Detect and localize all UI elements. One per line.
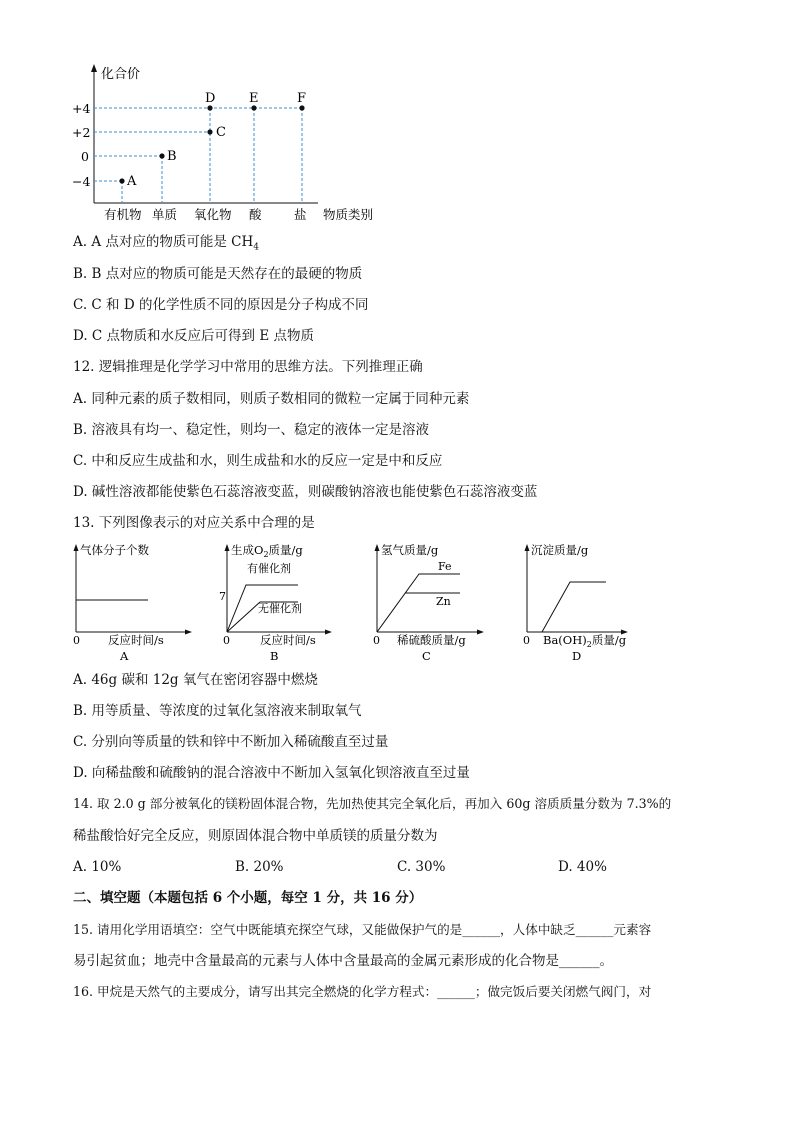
y-tick-plus4: +4 (72, 101, 91, 116)
q13-graph-a (70, 540, 200, 664)
graph-c-curve2-label: Zn (436, 595, 451, 608)
q13-option-b: B. 用等质量、等浓度的过氧化氢溶液来制取氧气 (73, 703, 362, 719)
point-d (207, 105, 212, 110)
q12-option-c: C. 中和反应生成盐和水，则生成盐和水的反应一定是中和反应 (73, 453, 443, 469)
q11-option-c: C. C 和 D 的化学性质不同的原因是分子构成不同 (73, 297, 369, 313)
q13-stem: 13. 下列图像表示的对应关系中合理的是 (73, 515, 315, 531)
x-cat-organic: 有机物 (104, 207, 142, 222)
q12-option-b: B. 溶液具有均一、稳定性，则均一、稳定的液体一定是溶液 (73, 422, 430, 438)
point-b (159, 153, 164, 158)
point-f-label: F (297, 91, 307, 106)
graph-b-origin: 0 (223, 634, 230, 647)
y-tick-minus4: −4 (72, 174, 91, 189)
q11-option-a: A. A 点对应的物质可能是 $CH_4$ (73, 234, 259, 253)
point-d-label: D (205, 91, 216, 106)
y-tick-plus2: +2 (72, 125, 91, 140)
graph-d-xlabel: $Ba(OH)_2$质量/g (543, 633, 627, 649)
graph-d-origin: 0 (523, 634, 530, 647)
q13-option-d: D. 向稀盐酸和硫酸钠的混合溶液中不断加入氢氧化钡溶液直至过量 (73, 765, 470, 781)
graph-d-letter: D (572, 649, 582, 663)
y-axis-arrow (91, 64, 97, 72)
graph-c-origin: 0 (373, 634, 380, 647)
graph-c-ylabel: 氢气质量/g (381, 543, 439, 557)
guide-lines (94, 108, 302, 203)
graph-a-origin: 0 (73, 634, 80, 647)
graph-b-ylabel: 生成$O_2$质量/g (231, 543, 303, 559)
graph-c-curve1-label: Fe (438, 560, 452, 573)
graph-c-xlabel: 稀硫酸质量/g (397, 633, 466, 647)
q12-stem: 12. 逻辑推理是化学学习中常用的思维方法。下列推理正确 (73, 359, 423, 375)
y-tick-zero: 0 (81, 149, 89, 164)
graph-b-ytick: 7 (219, 590, 226, 603)
valence-chart (70, 58, 390, 228)
graph-a-ylabel: 气体分子个数 (80, 543, 149, 557)
graph-a-xlabel: 反应时间/s (108, 633, 164, 647)
graph-d-curve (527, 582, 606, 632)
q13-option-c: C. 分别向等质量的铁和锌中不断加入稀硫酸直至过量 (73, 734, 389, 750)
q14-option-c: C. 30% (397, 859, 446, 875)
x-cat-element: 单质 (152, 207, 178, 222)
x-axis-label: 物质类别 (323, 207, 374, 222)
q16-line-1: 16. 甲烷是天然气的主要成分，请写出其完全燃烧的化学方程式：______；做完饭后要关闭燃气阀门，对 (73, 984, 652, 999)
point-e (251, 105, 256, 110)
x-cat-oxide: 氧化物 (194, 207, 232, 222)
point-b-label: B (167, 149, 177, 164)
graph-c-letter: C (422, 649, 431, 663)
y-axis-label: 化合价 (101, 67, 141, 82)
q13-option-a: A. 46g 碳和 12g 氧气在密闭容器中燃烧 (73, 672, 318, 688)
graph-b-xlabel: 反应时间/s (260, 633, 316, 647)
graph-a-letter: A (120, 649, 129, 663)
q12-option-a: A. 同种元素的质子数相同，则质子数相同的微粒一定属于同种元素 (73, 391, 470, 407)
graph-b-curve1-label: 有催化剂 (247, 562, 291, 575)
graph-d-ylabel: 沉淀质量/g (531, 543, 589, 557)
q13-graph-b (220, 540, 350, 664)
point-e-label: E (249, 91, 259, 106)
graph-b-curve2-label: 无催化剂 (258, 602, 302, 615)
q14-line-2: 稀盐酸恰好完全反应，则原固体混合物中单质镁的质量分数为 (73, 828, 438, 844)
x-cat-acid: 酸 (249, 207, 262, 222)
q12-option-d: D. 碱性溶液都能使紫色石蕊溶液变蓝，则碳酸钠溶液也能使紫色石蕊溶液变蓝 (73, 484, 538, 500)
point-a (119, 178, 124, 183)
q14-option-b: B. 20% (235, 859, 284, 875)
q11-option-b: B. B 点对应的物质可能是天然存在的最硬的物质 (73, 266, 363, 282)
q14-line-1: 14. 取 2.0 g 部分被氧化的镁粉固体混合物，先加热使其完全氧化后，再加入 60g 溶质质量分数为 7.3%的 (73, 796, 672, 811)
x-cat-salt: 盐 (294, 207, 307, 222)
q13-graph-d (520, 540, 650, 664)
point-f (299, 105, 304, 110)
q14-option-d: D. 40% (558, 859, 607, 875)
graph-b-letter: B (270, 649, 279, 663)
q14-option-a: A. 10% (73, 859, 122, 875)
q15-line-1: 15. 请用化学用语填空：空气中既能填充探空气球，又能做保护气的是______，人体中缺乏______元素容 (73, 922, 652, 937)
point-c (207, 129, 212, 134)
section-2-title: 二、填空题（本题包括 6 个小题，每空 1 分，共 16 分） (73, 890, 423, 906)
q15-line-2: 易引起贫血；地壳中含量最高的元素与人体中含量最高的金属元素形成的化合物是______。 (73, 953, 613, 969)
q13-graph-c (370, 540, 500, 664)
point-c-label: C (216, 125, 226, 140)
point-a-label: A (127, 174, 137, 189)
q11-option-d: D. C 点物质和水反应后可得到 E 点物质 (73, 328, 314, 344)
